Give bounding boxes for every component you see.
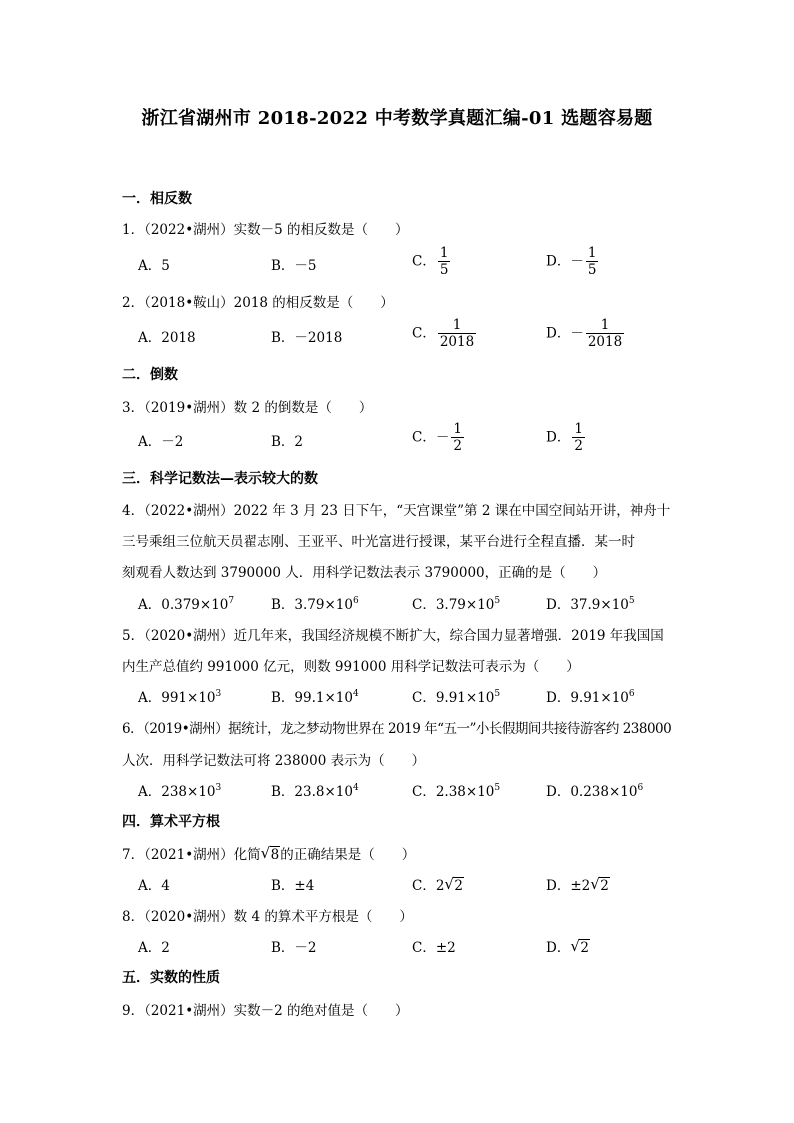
- section-heading: 二．倒数: [122, 367, 178, 383]
- question-5-line-1: 5．（2020•湖州）近几年来，我国经济规模不断扩大，综合国力显著增强．2019 年我国国: [122, 628, 664, 644]
- question-6-line-1: 6．（2019•湖州）据统计，龙之梦动物世界在 2019 年“五一”小长假期间共接待游客约 238000: [122, 721, 672, 737]
- q7-option-b: B．±4: [271, 878, 315, 894]
- q5-option-a: A．$991\times 10^3$: [138, 689, 222, 706]
- q7-option-c: C．2 √ 2: [412, 875, 464, 894]
- q6-option-b: B．$23.8\times 10^4$: [271, 783, 359, 800]
- q1-option-b: B．－5: [271, 258, 317, 274]
- question-3: 3．（2019•湖州）数 2 的倒数是（ ）: [122, 400, 373, 416]
- q5-option-b: B．$99.1\times 10^4$: [271, 689, 359, 706]
- q3-option-d: D． $\frac{1}{2}$: [546, 421, 583, 454]
- question-4-line-2: 三号乘组三位航天员翟志刚、王亚平、叶光富进行授课，某平台进行全程直播．某一时: [122, 534, 635, 550]
- question-4-line-1: 4．（2022•湖州）2022 年 3 月 23 日下午，“天宫课堂”第 2 课在中国空间站开讲，神舟十: [122, 503, 671, 519]
- section-heading: 四．算术平方根: [122, 814, 220, 830]
- q4-option-c: C．$3.79\times 10^5$: [412, 596, 501, 613]
- q1-option-c: C． $\frac{1}{5}$: [412, 245, 449, 278]
- section-heading: 三．科学记数法—表示较大的数: [122, 471, 318, 487]
- q2-option-d: D．－ $\frac{1}{2018}$: [546, 317, 623, 350]
- q7-option-d: D．±2 √ 2: [546, 875, 609, 894]
- q5-option-d: D．$9.91\times 10^6$: [546, 689, 635, 706]
- question-2: 2．（2018•鞍山）2018 的相反数是（ ）: [122, 295, 394, 311]
- q8-option-b: B．－2: [271, 940, 317, 956]
- question-4-line-3: 刻观看人数达到 3790000 人．用科学记数法表示 3790000，正确的是（ ）: [122, 565, 607, 581]
- page-title: 浙江省湖州市 2018-2022 中考数学真题汇编-01 选题容易题: [141, 108, 653, 129]
- q6-option-d: D．$0.238\times 10^6$: [546, 783, 644, 800]
- q3-option-a: A．－2: [138, 434, 184, 450]
- question-9: 9．（2021•湖州）实数－2 的绝对值是（ ）: [122, 1003, 409, 1019]
- q2-option-c: C． $\frac{1}{2018}$: [412, 317, 475, 350]
- q4-option-a: A．$0.379\times 10^7$: [138, 596, 235, 613]
- section-heading: 一．相反数: [122, 191, 192, 207]
- q1-option-a: A．5: [138, 258, 170, 274]
- question-6-line-2: 人次．用科学记数法可将 238000 表示为（ ）: [122, 753, 426, 769]
- question-8: 8．（2020•湖州）数 4 的算术平方根是（ ）: [122, 909, 413, 925]
- q4-option-b: B．$3.79\times 10^6$: [271, 596, 359, 613]
- q5-option-c: C．$9.91\times 10^5$: [412, 689, 501, 706]
- q2-option-b: B．－2018: [271, 330, 343, 346]
- question-1: 1．（2022•湖州）实数－5 的相反数是（ ）: [122, 222, 409, 238]
- q6-option-c: C．$2.38\times 10^5$: [412, 783, 501, 800]
- q2-option-a: A．2018: [138, 330, 196, 346]
- q8-option-c: C．±2: [412, 940, 456, 956]
- question-5-line-2: 内生产总值约 991000 亿元，则数 991000 用科学记数法可表示为（ ）: [122, 659, 580, 675]
- question-7: 7．（2021•湖州）化简 √ 8的正确结果是（ ）: [122, 844, 416, 863]
- q8-option-a: A．2: [138, 940, 170, 956]
- section-heading: 五．实数的性质: [122, 970, 220, 986]
- q8-option-d: D． √ 2: [546, 937, 589, 956]
- q6-option-a: A．$238\times 10^3$: [138, 783, 222, 800]
- q3-option-c: C．－ $\frac{1}{2}$: [412, 421, 462, 454]
- q1-option-d: D．－ $\frac{1}{5}$: [546, 245, 597, 278]
- q4-option-d: D．$37.9\times 10^5$: [546, 596, 635, 613]
- q7-option-a: A．4: [138, 878, 170, 894]
- q3-option-b: B．2: [271, 434, 304, 450]
